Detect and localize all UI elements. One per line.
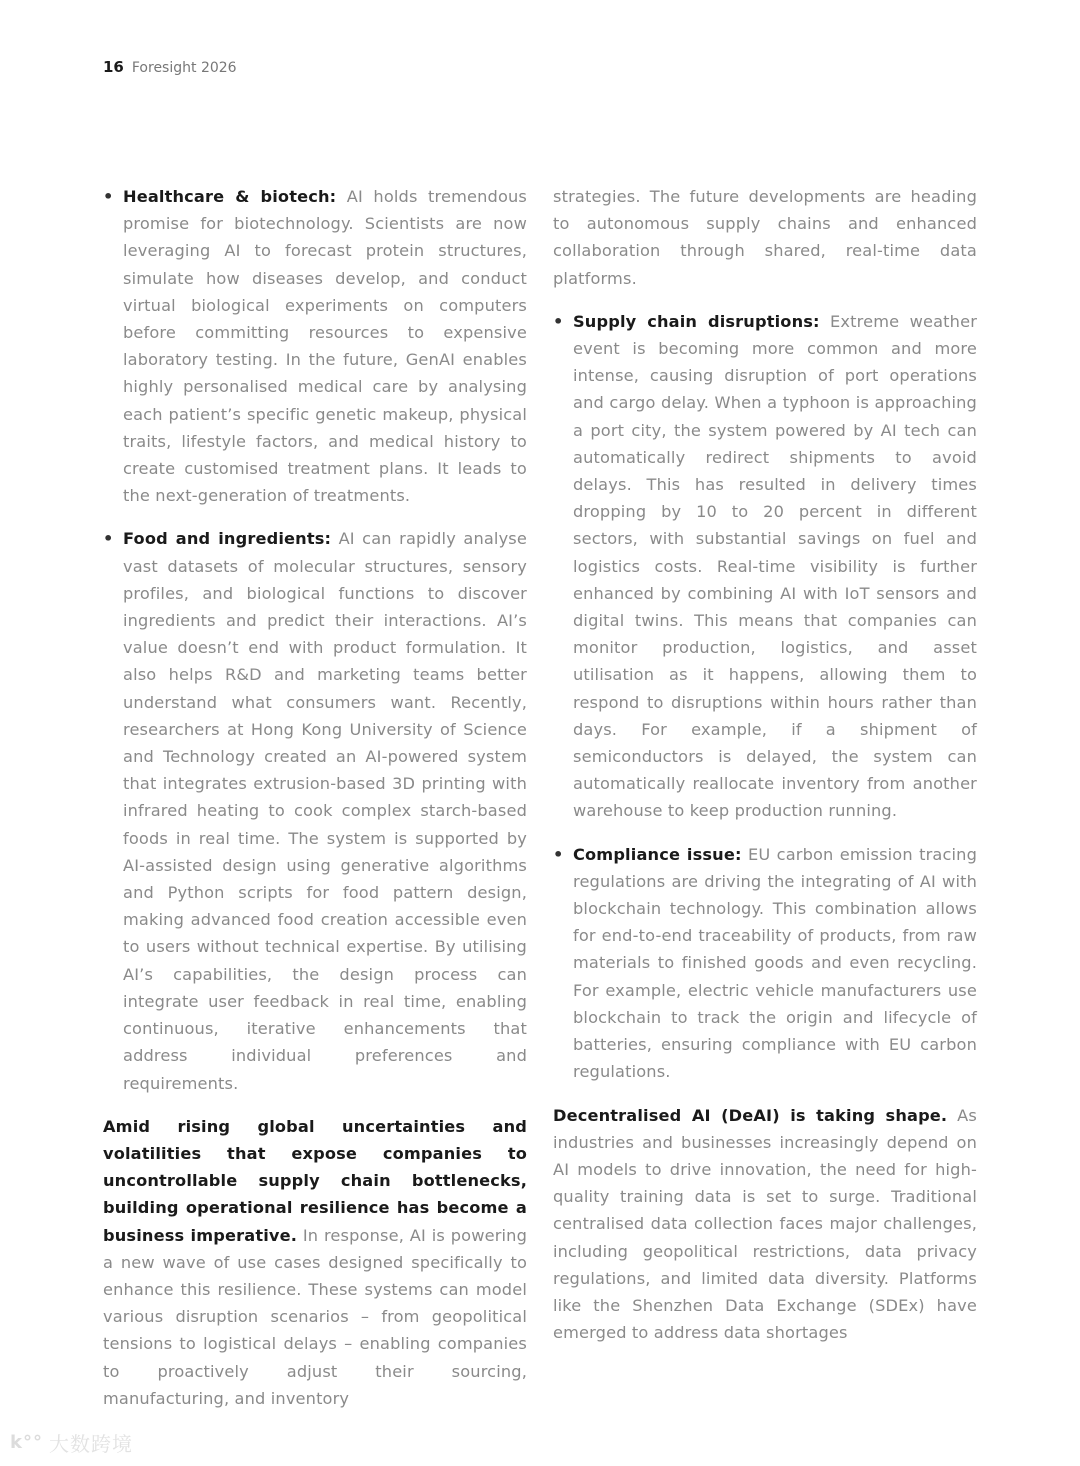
bullet-compliance-issue [553,841,977,1086]
paragraph-lead: Amid rising global uncertainties and volatilities that expose companies to uncontrollable supply chain bottlenecks, building operational resilience has become a business imperative. [103,1116,527,1245]
right-column [553,183,977,1362]
paragraph-text: As industries and businesses increasingly depend on AI models to drive innovation, the need for high-quality training data is set to surge. Traditional centralised data collection faces major challenges, including geopolitical restrictions, data privacy regulations, and limited data diversity. Platforms like the Shenzhen Data Exchange (SDEx) have emerged to address data shortages [553,1105,977,1343]
bullet-lead: Supply chain disruptions: [573,311,820,331]
bullet-text: AI holds tremendous promise for biotechnology. Scientists are now leveraging AI to forecast protein structures, simulate how diseases develop, and conduct virtual biological experiments on computers before committing resources to expensive laboratory testing. In the future, GenAI enables highly personalised medical care by analysing each patient’s specific genetic makeup, physical traits, lifestyle factors, and medical history to create customised treatment plans. It leads to the next-generation of treatments. [123,187,527,506]
bullet-food-ingredients [103,525,527,1096]
watermark-logo-icon: k°° [10,1432,43,1453]
bullet-supply-chain-disruptions [553,308,977,825]
bullet-lead: Healthcare & biotech: [123,187,337,206]
paragraph-operational-resilience [103,1113,527,1412]
bullet-text: AI can rapidly analyse vast datasets of molecular structures, sensory profiles, and biological functions to discover ingredients and predict their interactions. AI’s value doesn’t end with product formulation. It also helps R&D and marketing teams better understand what consumers want. Recently, researchers at Hong Kong University of Science and Technology created an AI-powered system that integrates extrusion-based 3D printing with infrared heating to cook complex starch-based foods in real time. The system is supported by AI-assisted design using generative algorithms and Python scripts for food pattern design, making advanced food creation accessible even to users without technical expertise. By utilising AI’s capabilities, the design process can integrate user feedback in real time, enabling continuous, iterative enhancements that address individual preferences and requirements. [123,529,527,1093]
paragraph-text: In response, AI is powering a new wave of use cases designed specifically to enhance this resilience. These systems can model various disruption scenarios – from geopolitical tensions to logistical delays – enabling companies to proactively adjust their sourcing, manufacturing, and inventory [103,1225,527,1408]
bullet-lead: Compliance issue: [573,844,742,864]
paragraph-lead: Decentralised AI (DeAI) is taking shape. [553,1105,948,1125]
bullet-text: EU carbon emission tracing regulations are driving the integrating of AI with blockchain technology. This combination allows for end-to-end traceability of products, from raw materials to finished goods and even recycling. For example, electric vehicle manufacturers use blockchain to track the origin and lifecycle of batteries, ensuring compliance with EU carbon regulations. [573,844,977,1082]
left-column [103,183,527,1428]
bullet-icon: • [103,187,114,206]
watermark [10,1428,133,1457]
bullet-icon: • [553,844,564,864]
bullet-icon: • [553,311,564,331]
paragraph-decentralised-ai [553,1102,977,1347]
publication-title: Foresight 2026 [131,60,237,76]
watermark-text: 大数跨境 [48,1432,133,1456]
bullet-text: Extreme weather event is becoming more common and more intense, causing disruption of port operations and cargo delay. When a typhoon is approaching a port city, the system powered by AI tech can automatically redirect shipments to avoid delays. This has resulted in delivery times dropping by 10 to 20 percent in different sectors, with substantial savings on fuel and logistics costs. Real-time visibility is further enhanced by combining AI with IoT sensors and digital twins. This means that companies can monitor production, logistics, and asset utilisation as it happens, allowing them to respond to disruptions within hours rather than days. For example, if a shipment of semiconductors is delayed, the system can automatically reallocate inventory from another warehouse to keep production running. [573,311,977,821]
bullet-icon: • [103,529,114,549]
bullet-lead: Food and ingredients: [123,529,332,549]
page-number: 16 [103,58,124,76]
bullet-healthcare-biotech [103,183,527,509]
paragraph-continuation: strategies. The future developments are heading to autonomous supply chains and enhanced collaboration through shared, real-time data platforms. [553,187,977,288]
page-header [103,58,237,76]
